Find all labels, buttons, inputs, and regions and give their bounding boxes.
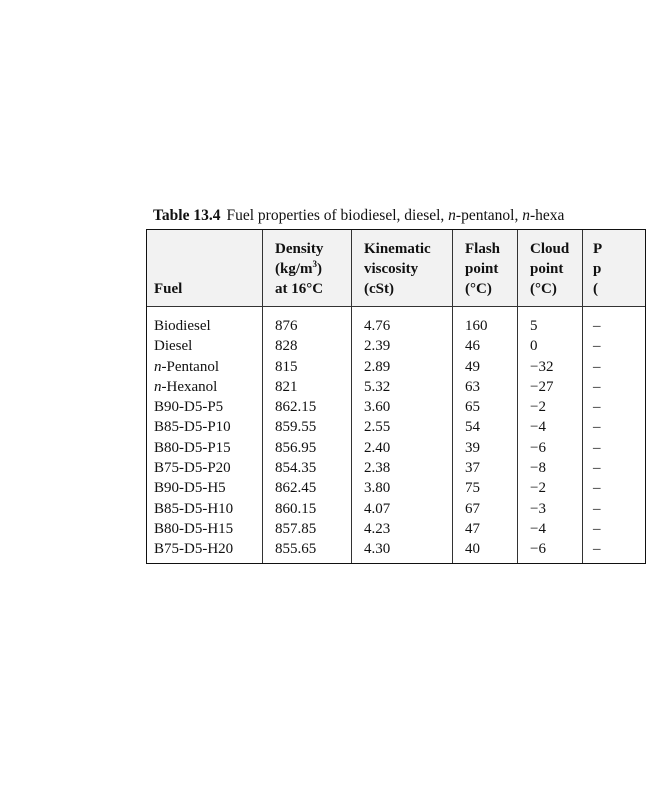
header-viscosity-line-2: viscosity bbox=[364, 261, 419, 277]
cell-flash: 75 bbox=[465, 480, 480, 497]
table-caption bbox=[153, 207, 564, 225]
cell-fuel-name: -Pentanol bbox=[161, 358, 219, 375]
header-density-line-3: at 16°C bbox=[275, 281, 324, 297]
cell-flash: 65 bbox=[465, 399, 480, 416]
cell-fuel bbox=[154, 316, 211, 336]
header-flash-line-3: (°C) bbox=[465, 281, 492, 297]
cell-fuel-name: -Hexanol bbox=[161, 378, 218, 395]
cell-fuel-name: B90-D5-P5 bbox=[154, 399, 224, 416]
cell-cloud: −2 bbox=[530, 480, 546, 497]
header-cloud-line-1: Cloud bbox=[530, 241, 570, 257]
cell-pour: – bbox=[593, 500, 601, 517]
cell-fuel bbox=[154, 417, 231, 437]
cell-density: 821 bbox=[275, 378, 298, 395]
cell-fuel bbox=[154, 478, 226, 498]
cell-flash: 47 bbox=[465, 520, 480, 537]
header-cloud-point bbox=[530, 239, 569, 299]
cell-pour: – bbox=[593, 358, 601, 375]
header-viscosity bbox=[364, 239, 431, 299]
cell-viscosity: 3.80 bbox=[364, 480, 391, 497]
cell-pour: – bbox=[593, 439, 601, 456]
header-cloud-line-3: (°C) bbox=[530, 281, 557, 297]
cell-fuel-prefix: n bbox=[154, 378, 162, 395]
cell-fuel-name: B80-D5-P15 bbox=[154, 439, 231, 456]
cell-flash: 67 bbox=[465, 500, 480, 517]
table-row bbox=[147, 377, 645, 397]
cell-pour: – bbox=[593, 480, 601, 497]
cell-fuel-name: B80-D5-H15 bbox=[154, 520, 234, 537]
cell-density: 856.95 bbox=[275, 439, 317, 456]
cell-cloud: −6 bbox=[530, 541, 546, 558]
header-cloud-line-2: point bbox=[530, 261, 564, 277]
cell-pour: – bbox=[593, 338, 601, 355]
caption-text-5: -hexa bbox=[529, 207, 565, 224]
header-density-line-1: Density bbox=[275, 241, 324, 257]
cell-fuel bbox=[154, 458, 231, 478]
cell-fuel bbox=[154, 377, 217, 397]
header-pour-line-1: P bbox=[593, 241, 603, 257]
cell-fuel bbox=[154, 499, 233, 519]
cell-pour: – bbox=[593, 378, 601, 395]
cell-cloud: −32 bbox=[530, 358, 554, 375]
cell-fuel-name: B85-D5-H10 bbox=[154, 500, 234, 517]
cell-viscosity: 2.89 bbox=[364, 358, 391, 375]
caption-text-1: Fuel properties of biodiesel, diesel, bbox=[226, 207, 449, 224]
cell-pour: – bbox=[593, 541, 601, 558]
header-pour-line-2: p bbox=[593, 261, 602, 277]
header-pour-line-3: ( bbox=[593, 281, 598, 297]
header-pour-point bbox=[593, 239, 602, 299]
cell-pour: – bbox=[593, 520, 601, 537]
cell-cloud: −27 bbox=[530, 378, 554, 395]
cell-fuel bbox=[154, 357, 219, 377]
header-viscosity-line-1: Kinematic bbox=[364, 241, 431, 257]
cell-viscosity: 4.07 bbox=[364, 500, 391, 517]
cell-fuel bbox=[154, 336, 192, 356]
table-row bbox=[147, 438, 645, 458]
header-fuel-line-1: Fuel bbox=[154, 281, 183, 297]
table-row bbox=[147, 499, 645, 519]
cell-flash: 46 bbox=[465, 338, 480, 355]
fuel-properties-table bbox=[146, 229, 646, 564]
cell-density: 815 bbox=[275, 358, 298, 375]
table-number: Table 13.4 bbox=[153, 207, 221, 224]
cell-cloud: 5 bbox=[530, 318, 538, 334]
table-row bbox=[147, 397, 645, 417]
caption-text-4: n bbox=[522, 207, 530, 224]
cell-fuel-name: B75-D5-H20 bbox=[154, 541, 234, 558]
cell-pour: – bbox=[593, 419, 601, 436]
cell-fuel bbox=[154, 397, 223, 417]
cell-pour: – bbox=[593, 399, 601, 416]
cell-flash: 37 bbox=[465, 460, 480, 477]
table-row bbox=[147, 336, 645, 356]
header-viscosity-line-3: (cSt) bbox=[364, 281, 394, 297]
header-flash-line-2: point bbox=[465, 261, 499, 277]
cell-flash: 39 bbox=[465, 439, 480, 456]
table-row bbox=[147, 519, 645, 539]
cell-flash: 160 bbox=[465, 318, 488, 334]
cell-fuel-name: Diesel bbox=[154, 338, 193, 355]
header-fuel bbox=[154, 279, 182, 299]
cell-viscosity: 2.55 bbox=[364, 419, 391, 436]
table-row bbox=[147, 417, 645, 437]
table-row bbox=[147, 357, 645, 377]
cell-pour: – bbox=[593, 460, 601, 477]
table-header bbox=[147, 230, 645, 307]
cell-density: 862.15 bbox=[275, 399, 317, 416]
cell-cloud: −3 bbox=[530, 500, 546, 517]
cell-cloud: −4 bbox=[530, 520, 546, 537]
caption-text-3: -pentanol, bbox=[455, 207, 523, 224]
cell-density: 857.85 bbox=[275, 520, 317, 537]
cell-flash: 54 bbox=[465, 419, 480, 436]
cell-viscosity: 2.38 bbox=[364, 460, 391, 477]
cell-fuel-name: B75-D5-P20 bbox=[154, 460, 231, 477]
cell-viscosity: 4.76 bbox=[364, 318, 391, 334]
cell-viscosity: 2.39 bbox=[364, 338, 391, 355]
header-density bbox=[275, 239, 323, 299]
cell-pour: – bbox=[593, 318, 601, 334]
cell-flash: 40 bbox=[465, 541, 480, 558]
cell-fuel-name: B85-D5-P10 bbox=[154, 419, 231, 436]
cell-fuel bbox=[154, 438, 231, 458]
cell-cloud: −8 bbox=[530, 460, 546, 477]
cell-viscosity: 2.40 bbox=[364, 439, 391, 456]
cell-cloud: −6 bbox=[530, 439, 546, 456]
cell-viscosity: 4.23 bbox=[364, 520, 391, 537]
cell-density: 828 bbox=[275, 338, 298, 355]
cell-cloud: −4 bbox=[530, 419, 546, 436]
cell-viscosity: 5.32 bbox=[364, 378, 391, 395]
cell-density: 854.35 bbox=[275, 460, 317, 477]
cell-density: 862.45 bbox=[275, 480, 317, 497]
cell-fuel bbox=[154, 519, 233, 539]
cell-cloud: −2 bbox=[530, 399, 546, 416]
cell-flash: 63 bbox=[465, 378, 480, 395]
cell-cloud: 0 bbox=[530, 338, 538, 355]
header-flash-line-1: Flash bbox=[465, 241, 501, 257]
cell-density: 859.55 bbox=[275, 419, 317, 436]
header-flash-point bbox=[465, 239, 500, 299]
cell-fuel-prefix: n bbox=[154, 358, 162, 375]
cell-density: 876 bbox=[275, 318, 298, 334]
table-row bbox=[147, 458, 645, 478]
table-row bbox=[147, 316, 645, 336]
cell-flash: 49 bbox=[465, 358, 480, 375]
cell-fuel bbox=[154, 539, 233, 559]
cell-density: 855.65 bbox=[275, 541, 317, 558]
cell-density: 860.15 bbox=[275, 500, 317, 517]
table-body bbox=[147, 316, 645, 560]
cell-viscosity: 4.30 bbox=[364, 541, 391, 558]
header-density-line-2: $(kg/m^3)$ bbox=[275, 259, 322, 277]
cell-fuel-name: B90-D5-H5 bbox=[154, 480, 226, 497]
table-row bbox=[147, 539, 645, 559]
cell-fuel-name: Biodiesel bbox=[154, 318, 211, 334]
cell-viscosity: 3.60 bbox=[364, 399, 391, 416]
table-row bbox=[147, 478, 645, 498]
caption-text-2: n bbox=[448, 207, 456, 224]
